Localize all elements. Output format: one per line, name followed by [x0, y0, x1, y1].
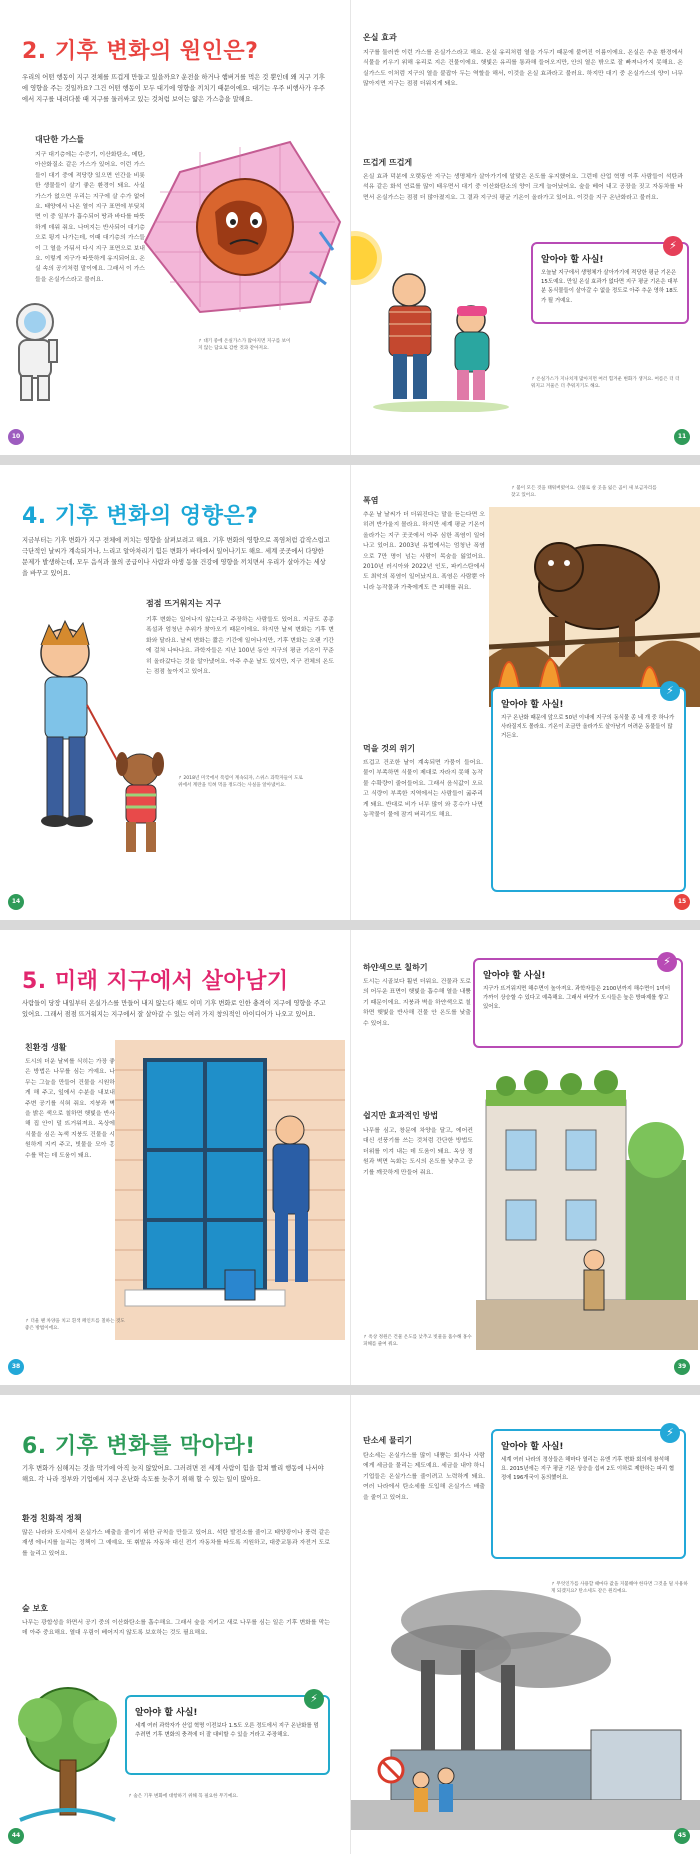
- earth-blanket-illustration: [140, 132, 345, 322]
- section-heading: 하얀색으로 칠하기: [363, 963, 428, 972]
- page-number: 15: [674, 894, 690, 910]
- page-10: [0, 0, 350, 455]
- lightning-icon: ⚡: [660, 1423, 680, 1443]
- page-number: 39: [674, 1359, 690, 1375]
- section-heading: 친환경 생활: [25, 1043, 67, 1052]
- fact-box: [473, 955, 683, 1048]
- body-text: 도시의 더운 날씨를 식히는 가장 좋은 방법은 나무를 심는 거예요. 나무는 그늘을 만들어 건물을 시원하게 해 주고, 잎에서 수분을 내보내 주변 공기를 식혀 줘요. 지붕과 벽을 밝은 색으로 칠하면 햇빛을 반사해 집 안이 덜 뜨거워져요. 옥상에 식물을 심은 녹색 지붕도 건물을 시원하게 지켜 주고, 빗물을 모아 홍수를 막는 데 도움이 돼요.: [25, 1059, 115, 1159]
- dog-illustration: [100, 740, 180, 865]
- lightning-icon: ⚡: [304, 1689, 324, 1709]
- intro-text: 우리의 어떤 행동이 지구 전체를 뜨겁게 만들고 있을까요? 운전을 하거나 햄버거를 먹은 것 뿐인데 왜 지구 기후에 영향을 주는 것일까요? 그건 어떤 행동이 모두 대기에 영향을 끼치기 때문이에요. 대기는 우주 비행사가 우주에서 지구를 내려다볼 때 지구를 둘러싸고 있는 것처럼 보이는 얇은 가스층을 말해요.: [22, 74, 326, 103]
- page-number: 38: [8, 1359, 24, 1375]
- spread-prevention: [0, 1395, 700, 1854]
- body-text: 지구 대기층에는 수증기, 이산화탄소, 메탄, 아산화질소 같은 가스가 있어요. 이런 가스들이 대기 중에 적당량 있으면 인간을 비롯한 생물들이 살기 좋은 환경이 돼요. 사실 가스가 없으면 우리는 지구에 살 수가 없어요. 태양에서 나온 열이 지구 표면에 부딪치면 이 중 일부가 흡수되어 땅과 바다를 따뜻하게 데워 줘요. 나머지는 반사되어 대기층으로 튕겨 나가는데, 이때 대기층의 가스들이 그 열을 가둬서 다시 지구 표면으로 보내요. 이렇게 지구가 따뜻하게 유지되어요. 온실 속의 공기처럼 말이에요. 그래서 이 가스들을 온실가스라고 불러요.: [35, 152, 145, 283]
- page-title: 6. 기후 변화를 막아라!: [22, 1434, 256, 1459]
- figure-caption: ↱ 숲은 기후 변화에 대항하기 위해 꼭 필요한 무기예요.: [128, 1793, 278, 1800]
- factory-smokestacks-illustration: [351, 1580, 700, 1830]
- page-39: [350, 930, 700, 1385]
- fact-title: 알아야 할 사실!: [501, 700, 564, 710]
- tree-illustration: [10, 1680, 125, 1830]
- bear-wildfire-illustration: [489, 507, 700, 707]
- section-heading: 온실 효과: [363, 33, 397, 42]
- figure-caption: ↱ 대기 중에 온실가스가 많아지면 지구를 보이지 않는 담요로 감싼 것과 같아져요.: [198, 338, 293, 352]
- fact-title: 알아야 할 사실!: [135, 1708, 198, 1718]
- section-heading: 숲 보호: [22, 1604, 48, 1613]
- green-roof-building-illustration: [476, 1060, 698, 1350]
- painting-window-illustration: [115, 1040, 345, 1340]
- figure-caption: ↱ 온실가스가 지나치게 많아지면 여러 힘겨운 변화가 생겨요. 여름은 더 더워지고 겨울은 더 추워지기도 해요.: [531, 376, 681, 390]
- page-number: 14: [8, 894, 24, 910]
- fact-body: 세계 여러 나라의 정상들은 해마다 열리는 유엔 기후 변화 회의에 참석해요. 2015년에는 지구 평균 기온 상승을 섭씨 2도 이하로 제한하는 파리 협정에 196개국이 동의했어요.: [501, 1457, 675, 1482]
- page-number: 45: [674, 1828, 690, 1844]
- body-text: 나무를 심고, 창문에 차양을 달고, 에어컨 대신 선풍기를 쓰는 것처럼 간단한 방법도 더위를 이겨 내는 데 도움이 돼요. 옥상 정원과 벽면 녹화는 도시의 온도를 낮추고 공기를 깨끗하게 만들어 줘요.: [363, 1128, 473, 1176]
- body-text: 도시는 시골보다 훨씬 더워요. 건물과 도로의 어두운 표면이 햇빛을 흡수해 열을 내뿜기 때문이에요. 지붕과 벽을 하얀색으로 칠하면 햇빛을 반사해 건물 안 온도를 낮출 수 있어요.: [363, 979, 471, 1027]
- body-text: 뜨겁고 건조한 날이 계속되면 가뭄이 들어요. 물이 부족하면 식물이 제대로 자라지 못해 농작물 수확량이 줄어들어요. 그래서 음식값이 오르고 식량이 부족한 지역에서는 사람들이 굶주리게 돼요. 반대로 비가 너무 많이 와 홍수가 나면 농작물이 물에 잠겨 버리기도 해요.: [363, 760, 483, 819]
- fact-title: 알아야 할 사실!: [541, 255, 604, 265]
- page-title: 2. 기후 변화의 원인은?: [22, 39, 259, 64]
- figure-caption: ↱ 무엇인가를 사용할 때마다 값을 지불해야 한다면 그것을 덜 사용하게 되겠지요? 탄소세도 같은 원리예요.: [551, 1581, 691, 1595]
- figure-caption: ↱ 옥상 정원은 건물 온도를 낮추고 빗물을 흡수해 홍수 피해를 줄여 줘요.: [363, 1334, 473, 1348]
- spread-survival: [0, 930, 700, 1385]
- body-text: 많은 나라와 도시에서 온실가스 배출을 줄이기 위한 규칙을 만들고 있어요. 석탄 발전소를 줄이고 태양광이나 풍력 같은 재생 에너지를 늘리는 정책이 그 예예요. 또 휘발유 자동차 대신 전기 자동차를 타도록 지원하고, 대중교통과 자전거 도로를 늘리고 있어요.: [22, 1530, 330, 1557]
- fact-box: [531, 239, 689, 324]
- body-text: 온실 효과 덕분에 오랫동안 지구는 생명체가 살아가기에 알맞은 온도를 유지했어요. 그런데 산업 혁명 이후 사람들이 석탄과 석유 같은 화석 연료를 많이 태우면서 대기 중 이산화탄소의 양이 크게 늘어났어요. 숲을 베어 내고 공장을 짓고 자동차를 타면서 온실가스는 점점 더 많아졌지요. 그 결과 지구의 평균 기온이 올라가고 있어요. 이것을 지구 온난화라고 불러요.: [363, 174, 683, 201]
- page-15: [350, 465, 700, 920]
- page-45: [350, 1395, 700, 1854]
- fact-body: 지구가 뜨거워지면 해수면이 높아져요. 과학자들은 2100년까지 해수면이 1미터 가까이 상승할 수 있다고 예측해요. 그래서 바닷가 도시들은 높은 방파제를 쌓고 있어요.: [483, 986, 671, 1011]
- section-heading: 뜨겁게 뜨겁게: [363, 158, 413, 167]
- fact-body: 오늘날 지구에서 생명체가 살아가기에 적당한 평균 기온은 15도예요. 만일 온실 효과가 없다면 지구 평균 기온은 대부분 동식물들이 살아갈 수 없을 정도로 아주 추운 영하 18도가 될 거예요.: [541, 270, 678, 304]
- page-number: 44: [8, 1828, 24, 1844]
- section-heading: 쉽지만 효과적인 방법: [363, 1111, 439, 1120]
- section-heading: 폭염: [363, 496, 379, 505]
- figure-caption: ↱ 불이 모든 것을 태워버렸어요. 산불로 살 곳을 잃은 곰이 새 보금자리를 찾고 있어요.: [511, 485, 661, 499]
- body-text: 나무는 광합성을 하면서 공기 중의 이산화탄소를 흡수해요. 그래서 숲을 지키고 새로 나무를 심는 일은 기후 변화를 막는 데 아주 중요해요. 열대 우림이 베어지지 않도록 보호하는 것도 필요해요.: [22, 1620, 330, 1637]
- page-number: 11: [674, 429, 690, 445]
- body-text: 지구를 둘러싼 이런 가스를 온실가스라고 해요. 온실 유리처럼 열을 가두기 때문에 붙여진 이름이에요. 온실은 추운 환경에서 식물을 키우기 위해 유리로 지은 건물이에요. 햇빛은 유리를 통과해 들어오지만, 안의 열은 밖으로 잘 빠져나가지 못해요. 온실가스도 이처럼 지구의 열을 붙잡아 두는 역할을 해서, 이것을 온실 효과라고 불러요. 하지만 대기 중 온실가스의 양이 너무 많아지면 지구는 점점 더워지게 돼요.: [363, 50, 683, 88]
- page-number: 10: [8, 429, 24, 445]
- spread-effects: [0, 465, 700, 920]
- fact-title: 알아야 할 사실!: [501, 1442, 564, 1452]
- figure-caption: ↱ 2018년 미국에서 폭염이 계속되자, 스위스 과학자들이 도로 위에서 계란을 익혀 먹을 정도라는 사실을 알아냈어요.: [178, 775, 308, 789]
- intro-text: 지금부터는 기후 변화가 지구 전체에 끼치는 영향을 살펴보려고 해요. 기후 변화의 영향으로 폭염처럼 갑작스럽고 극단적인 날씨가 계속되거나, 느리고 알아차리기 힘든 변화가 바다에서 일어나기도 해요. 세계 곳곳에서 다양한 문제가 발생하는데, 모두 음식과 물의 공급이나 사람과 야생 동물 건강에 영향을 끼치면서 우리가 살아가는 세상을 바꾸고 있어요.: [22, 537, 330, 577]
- astronaut-illustration: [5, 300, 65, 405]
- lightning-icon: ⚡: [660, 681, 680, 701]
- intro-text: 사람들이 당장 내일부터 온실가스를 만들어 내지 않는다 해도 이미 기후 변화로 인한 충격이 지구에 영향을 주고 있어요. 그래서 점점 뜨거워지는 지구에서 잘 살아갈 수 있는 여러 가지 창의적인 아이디어가 나오고 있어요.: [22, 1000, 326, 1018]
- fact-box: [491, 684, 686, 892]
- page-44: [0, 1395, 350, 1854]
- section-heading: 탄소세 물리기: [363, 1436, 413, 1445]
- fact-title: 알아야 할 사실!: [483, 971, 546, 981]
- page-38: [0, 930, 350, 1385]
- body-text: 추운 날 날씨가 더 더워진다는 말을 듣는다면 오히려 반가울지 몰라요. 하지만 세계 평균 기온이 올라가는 지구 곳곳에서 아주 심한 폭염이 일어나고 있어요. 2003년 유럽에서는 엄청난 폭염으로 7만 명이 넘는 사람이 목숨을 잃었어요. 2010년 러시아와 2022년 인도, 파키스탄에서도 최악의 폭염이 일어났지요. 폭염은 사람뿐 아니라 농작물과 가축에게도 큰 피해를 줘요.: [363, 512, 485, 591]
- hot-weather-family-illustration: [371, 262, 511, 412]
- lightning-icon: ⚡: [657, 952, 677, 972]
- fact-box: [125, 1692, 330, 1775]
- section-heading: 점점 뜨거워지는 지구: [146, 599, 222, 608]
- lightning-icon: ⚡: [663, 236, 683, 256]
- fact-box: [491, 1426, 686, 1559]
- spread-causes: [0, 0, 700, 455]
- page-11: [350, 0, 700, 455]
- figure-caption: ↱ 더울 땐 차양을 치고 흰색 페인트를 칠하는 것도 좋은 방법이에요.: [25, 1318, 125, 1332]
- section-heading: 먹을 것의 위기: [363, 744, 415, 753]
- page-title: 5. 미래 지구에서 살아남기: [22, 969, 289, 994]
- page-14: [0, 465, 350, 920]
- body-text: 탄소세는 온실가스를 많이 내뿜는 회사나 사람에게 세금을 물리는 제도예요. 세금을 내야 하니 기업들은 온실가스를 줄이려고 노력하게 돼요. 여러 나라에서 탄소세를 도입해 온실가스 배출을 줄이고 있어요.: [363, 1453, 485, 1501]
- page-title: 4. 기후 변화의 영향은?: [22, 504, 259, 529]
- fact-body: 세계 여러 과학자가 산업 혁명 이전보다 1.5도 오른 정도에서 지구 온난화를 멈추려면 기후 변화의 충격에 더 잘 대비할 수 있을 거라고 주장해요.: [135, 1723, 319, 1739]
- intro-text: 기후 변화가 심해지는 것을 막기에 아직 늦지 않았어요. 그러려면 전 세계 사람이 힘을 합쳐 빨리 행동에 나서야 해요. 각 나라 정부와 기업에서 지구 온난화 속도를 늦추기 위해 할 수 있는 일이 많아요.: [22, 1465, 324, 1483]
- body-text: 기후 변화는 일어나지 않는다고 주장하는 사람들도 있어요. 지금도 종종 폭설과 엄청난 추위가 찾아오기 때문이에요. 하지만 날씨 변화는 기후 변화와 달라요. 날씨 변화는 짧은 기간에 일어나지만, 기후 변화는 오랜 기간에 걸쳐 나타나요. 과학자들은 지난 100년 동안 지구의 평균 기온이 꾸준히 올라갔다는 것을 알아냈어요. 아주 추운 날도 있지만, 지구 전체의 온도는 점점 높아지고 있어요.: [146, 617, 334, 676]
- section-heading: 대단한 가스들: [35, 135, 85, 144]
- fact-body: 지구 온난화 때문에 앞으로 50년 이내에 지구의 동식물 종 네 개 중 하나가 사라질지도 몰라요. 기온이 조금만 올라가도 살아남기 어려운 동물들이 많거든요.: [501, 715, 675, 740]
- section-heading: 환경 친화적 정책: [22, 1514, 82, 1523]
